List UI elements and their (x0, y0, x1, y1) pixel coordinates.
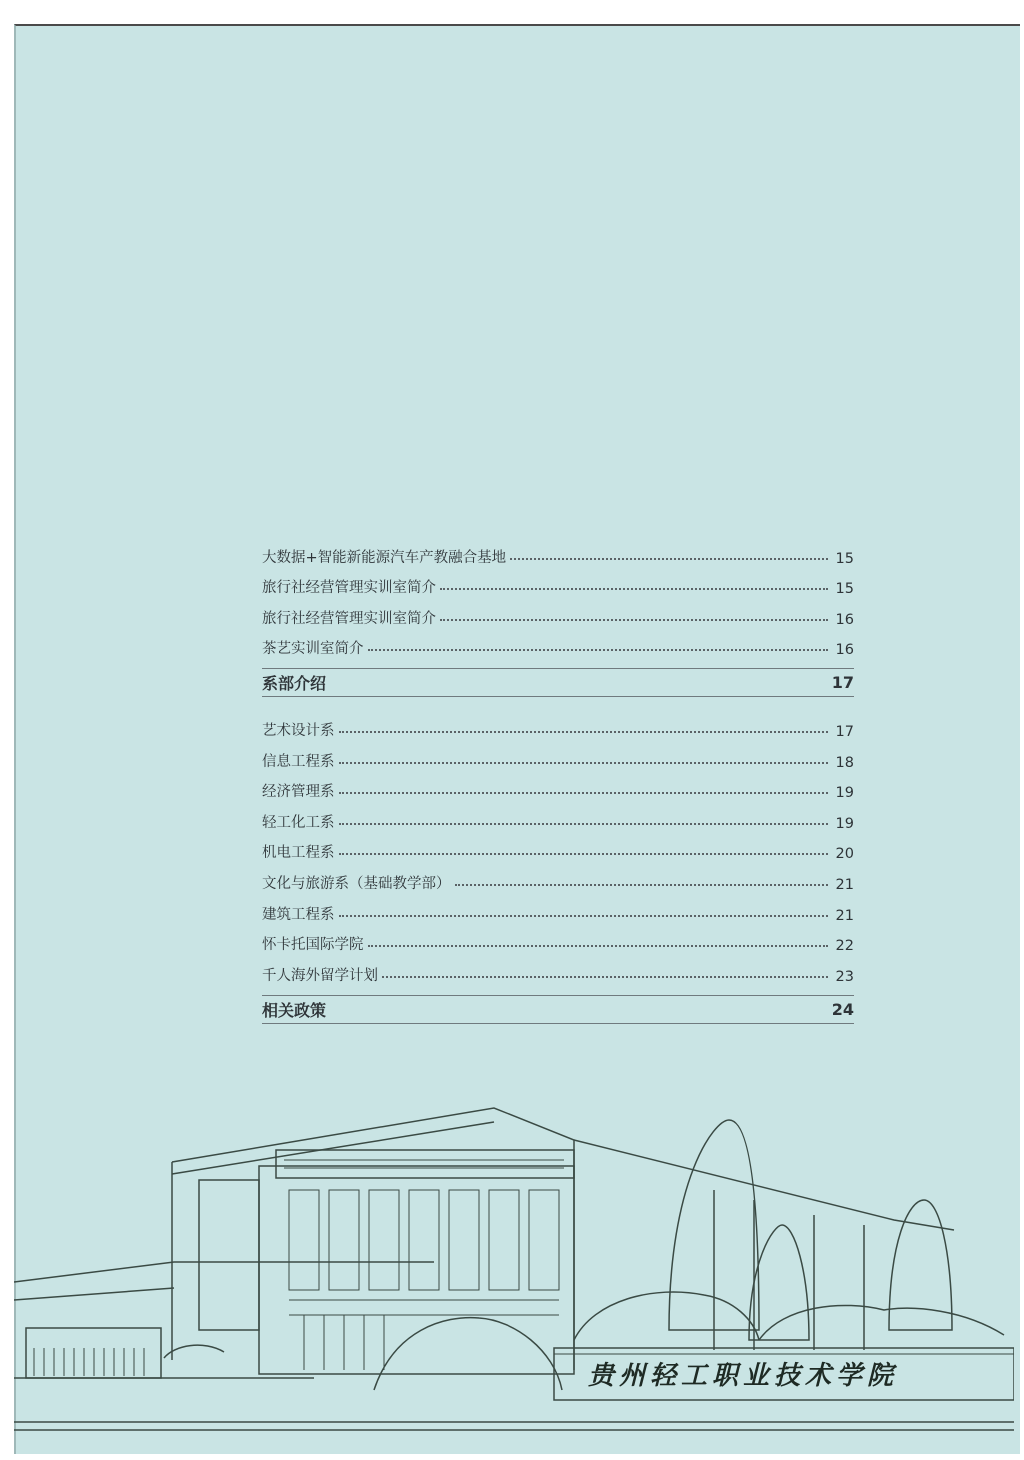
toc-row-label: 旅行社经营管理实训室简介 (262, 580, 436, 597)
toc-row[interactable] (262, 709, 854, 740)
toc-row-page: 15 (835, 581, 854, 598)
toc-row-label: 千人海外留学计划 (262, 967, 378, 984)
toc-row-page: 21 (835, 876, 854, 893)
leader-dots (455, 884, 829, 886)
toc-row[interactable] (262, 954, 854, 985)
toc-row-page: 16 (835, 611, 854, 628)
toc-row-page: 20 (835, 846, 854, 863)
toc-row-label: 大数据+智能新能源汽车产教融合基地 (262, 549, 507, 566)
school-name-calligraphy: 贵州轻工职业技术学院 (588, 1361, 899, 1391)
leader-dots (339, 915, 829, 917)
toc-row-label: 信息工程系 (262, 753, 335, 770)
toc-row-label: 茶艺实训室简介 (262, 641, 364, 658)
toc-row-label: 文化与旅游系（基础教学部） (262, 875, 451, 892)
leader-dots (339, 731, 829, 733)
leader-dots (368, 945, 829, 947)
leader-dots (440, 588, 828, 590)
toc-row-page: 23 (835, 968, 854, 985)
toc-row[interactable] (262, 536, 854, 567)
toc-row-page: 17 (835, 723, 854, 740)
toc-section-policies[interactable] (262, 995, 854, 1024)
section-page: 17 (831, 673, 854, 693)
toc-row-page: 15 (835, 550, 854, 567)
toc-row-page: 19 (835, 815, 854, 832)
toc-row[interactable] (262, 893, 854, 924)
toc-row[interactable] (262, 628, 854, 659)
section-page: 24 (831, 999, 854, 1019)
toc-row-page: 18 (835, 754, 854, 771)
leader-dots (339, 853, 829, 855)
toc-row[interactable] (262, 801, 854, 832)
section-title: 相关政策 (262, 1000, 327, 1020)
leader-dots (510, 558, 828, 560)
toc-row-page: 16 (835, 642, 854, 659)
leader-dots (339, 762, 829, 764)
toc-row[interactable] (262, 597, 854, 628)
toc-row-label: 怀卡托国际学院 (262, 937, 364, 954)
leader-dots (339, 792, 829, 794)
toc-row-label: 艺术设计系 (262, 722, 335, 739)
toc-row[interactable] (262, 740, 854, 771)
toc-row[interactable] (262, 862, 854, 893)
toc-row[interactable] (262, 771, 854, 802)
toc-row-page: 21 (835, 907, 854, 924)
leader-dots (382, 976, 828, 978)
leader-dots (368, 649, 829, 651)
toc-row-label: 经济管理系 (262, 784, 335, 801)
section-title: 系部介绍 (262, 674, 327, 694)
toc-row-label: 轻工化工系 (262, 814, 335, 831)
leader-dots (440, 619, 828, 621)
toc-row-label: 建筑工程系 (262, 906, 335, 923)
toc-row-label: 机电工程系 (262, 845, 335, 862)
leader-dots (339, 823, 829, 825)
toc-row[interactable] (262, 832, 854, 863)
toc-row[interactable] (262, 924, 854, 955)
toc-row[interactable] (262, 567, 854, 598)
table-of-contents (262, 536, 854, 1036)
toc-row-page: 19 (835, 785, 854, 802)
toc-section-departments[interactable] (262, 668, 854, 697)
toc-row-page: 22 (835, 938, 854, 955)
toc-row-label: 旅行社经营管理实训室简介 (262, 610, 436, 627)
